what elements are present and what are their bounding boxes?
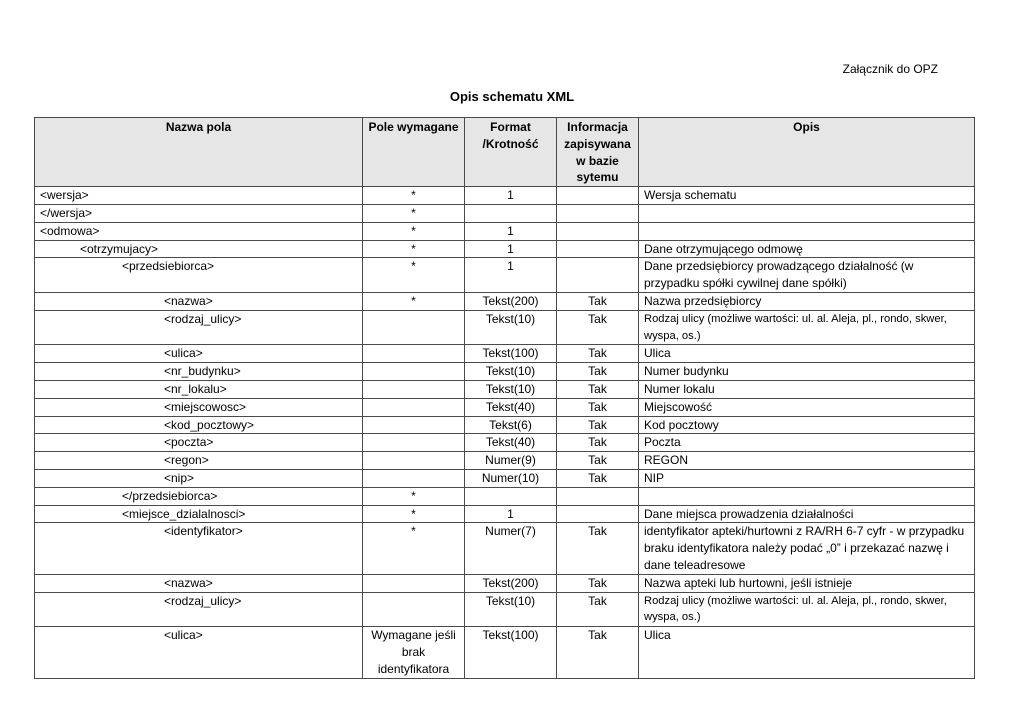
field-name-cell: <nr_budynku> — [35, 363, 363, 381]
required-cell: * — [363, 204, 465, 222]
table-row — [35, 240, 975, 258]
format-cell: 1 — [465, 258, 557, 293]
table-row — [35, 523, 975, 574]
field-name-cell: <rodzaj_ulicy> — [35, 592, 363, 627]
table-row — [35, 258, 975, 293]
table-row — [35, 416, 975, 434]
description-cell: Kod pocztowy — [639, 416, 975, 434]
stored-info-cell: Tak — [557, 627, 639, 678]
stored-info-cell: Tak — [557, 310, 639, 345]
table-row — [35, 187, 975, 205]
description-cell — [639, 487, 975, 505]
table-row — [35, 469, 975, 487]
field-name-cell: </przedsiebiorca> — [35, 487, 363, 505]
field-name-cell: <ulica> — [35, 627, 363, 678]
table-row — [35, 452, 975, 470]
column-header: Nazwa pola — [35, 118, 363, 187]
field-name-cell: <miejscowosc> — [35, 398, 363, 416]
stored-info-cell — [557, 222, 639, 240]
format-cell: Numer(7) — [465, 523, 557, 574]
stored-info-cell: Tak — [557, 292, 639, 310]
field-name-cell: <wersja> — [35, 187, 363, 205]
description-cell: Numer budynku — [639, 363, 975, 381]
table-row — [35, 505, 975, 523]
table-header-row — [35, 118, 975, 187]
description-cell: Nazwa apteki lub hurtowni, jeśli istnieje — [639, 574, 975, 592]
format-cell: Numer(10) — [465, 469, 557, 487]
description-cell: Ulica — [639, 627, 975, 678]
format-cell: Numer(9) — [465, 452, 557, 470]
stored-info-cell: Tak — [557, 592, 639, 627]
required-cell — [363, 345, 465, 363]
field-name-cell: <nazwa> — [35, 574, 363, 592]
description-cell: Nazwa przedsiębiorcy — [639, 292, 975, 310]
required-cell: * — [363, 258, 465, 293]
field-name-cell: </wersja> — [35, 204, 363, 222]
description-cell: Dane otrzymującego odmowę — [639, 240, 975, 258]
table-row — [35, 398, 975, 416]
field-name-cell: <przedsiebiorca> — [35, 258, 363, 293]
format-cell: Tekst(10) — [465, 592, 557, 627]
required-cell — [363, 398, 465, 416]
field-name-cell: <miejsce_dzialalnosci> — [35, 505, 363, 523]
description-cell: REGON — [639, 452, 975, 470]
table-row — [35, 204, 975, 222]
table-row — [35, 434, 975, 452]
stored-info-cell — [557, 240, 639, 258]
annex-label: Załącznik do OPZ — [842, 62, 938, 76]
required-cell: * — [363, 292, 465, 310]
stored-info-cell — [557, 487, 639, 505]
required-cell — [363, 452, 465, 470]
stored-info-cell — [557, 187, 639, 205]
required-cell: * — [363, 222, 465, 240]
column-header: Informacja zapisywana w bazie sytemu — [557, 118, 639, 187]
format-cell: 1 — [465, 240, 557, 258]
description-cell: NIP — [639, 469, 975, 487]
xml-schema-table — [34, 117, 975, 679]
description-cell — [639, 222, 975, 240]
description-cell: Ulica — [639, 345, 975, 363]
required-cell: * — [363, 505, 465, 523]
field-name-cell: <nazwa> — [35, 292, 363, 310]
format-cell: Tekst(10) — [465, 310, 557, 345]
field-name-cell: <poczta> — [35, 434, 363, 452]
required-cell — [363, 469, 465, 487]
format-cell: Tekst(10) — [465, 380, 557, 398]
format-cell: 1 — [465, 505, 557, 523]
required-cell — [363, 363, 465, 381]
field-name-cell: <rodzaj_ulicy> — [35, 310, 363, 345]
table-row — [35, 345, 975, 363]
format-cell: Tekst(40) — [465, 398, 557, 416]
description-cell: Rodzaj ulicy (możliwe wartości: ul. al. Aleja, pl., rondo, skwer, wyspa, os.) — [639, 592, 975, 627]
required-cell — [363, 592, 465, 627]
table-row — [35, 627, 975, 678]
stored-info-cell: Tak — [557, 363, 639, 381]
format-cell: 1 — [465, 187, 557, 205]
stored-info-cell: Tak — [557, 416, 639, 434]
column-header: Pole wymagane — [363, 118, 465, 187]
required-cell: * — [363, 187, 465, 205]
stored-info-cell — [557, 204, 639, 222]
stored-info-cell: Tak — [557, 574, 639, 592]
stored-info-cell: Tak — [557, 469, 639, 487]
field-name-cell: <identyfikator> — [35, 523, 363, 574]
description-cell: Poczta — [639, 434, 975, 452]
format-cell: Tekst(200) — [465, 292, 557, 310]
table-row — [35, 222, 975, 240]
format-cell: Tekst(100) — [465, 345, 557, 363]
stored-info-cell — [557, 258, 639, 293]
required-cell — [363, 574, 465, 592]
stored-info-cell: Tak — [557, 380, 639, 398]
stored-info-cell: Tak — [557, 523, 639, 574]
column-header: Format /Krotność — [465, 118, 557, 187]
stored-info-cell: Tak — [557, 345, 639, 363]
format-cell: Tekst(6) — [465, 416, 557, 434]
table-row — [35, 487, 975, 505]
description-cell: Dane przedsiębiorcy prowadzącego działalność (w przypadku spółki cywilnej dane spółki) — [639, 258, 975, 293]
table-row — [35, 363, 975, 381]
table-row — [35, 592, 975, 627]
field-name-cell: <odmowa> — [35, 222, 363, 240]
stored-info-cell: Tak — [557, 434, 639, 452]
description-cell: Miejscowość — [639, 398, 975, 416]
required-cell: * — [363, 487, 465, 505]
format-cell: Tekst(40) — [465, 434, 557, 452]
description-cell: Rodzaj ulicy (możliwe wartości: ul. al. Aleja, pl., rondo, skwer, wyspa, os.) — [639, 310, 975, 345]
required-cell: * — [363, 240, 465, 258]
description-cell — [639, 204, 975, 222]
field-name-cell: <otrzymujacy> — [35, 240, 363, 258]
field-name-cell: <nip> — [35, 469, 363, 487]
description-cell: identyfikator apteki/hurtowni z RA/RH 6-7 cyfr - w przypadku braku identyfikatora należy podać „0” i przekazać nazwę i dane teleadresowe — [639, 523, 975, 574]
table-row — [35, 310, 975, 345]
field-name-cell: <nr_lokalu> — [35, 380, 363, 398]
required-cell: Wymagane jeśli brak identyfikatora — [363, 627, 465, 678]
required-cell — [363, 434, 465, 452]
format-cell — [465, 487, 557, 505]
format-cell: Tekst(200) — [465, 574, 557, 592]
format-cell: Tekst(10) — [465, 363, 557, 381]
format-cell: 1 — [465, 222, 557, 240]
table-row — [35, 292, 975, 310]
required-cell — [363, 380, 465, 398]
required-cell: * — [363, 523, 465, 574]
field-name-cell: <kod_pocztowy> — [35, 416, 363, 434]
stored-info-cell: Tak — [557, 452, 639, 470]
required-cell — [363, 416, 465, 434]
stored-info-cell — [557, 505, 639, 523]
description-cell: Wersja schematu — [639, 187, 975, 205]
description-cell: Dane miejsca prowadzenia działalności — [639, 505, 975, 523]
stored-info-cell: Tak — [557, 398, 639, 416]
table-row — [35, 574, 975, 592]
document-title: Opis schematu XML — [449, 89, 575, 104]
format-cell — [465, 204, 557, 222]
required-cell — [363, 310, 465, 345]
table-row — [35, 380, 975, 398]
format-cell: Tekst(100) — [465, 627, 557, 678]
field-name-cell: <regon> — [35, 452, 363, 470]
description-cell: Numer lokalu — [639, 380, 975, 398]
column-header: Opis — [639, 118, 975, 187]
field-name-cell: <ulica> — [35, 345, 363, 363]
